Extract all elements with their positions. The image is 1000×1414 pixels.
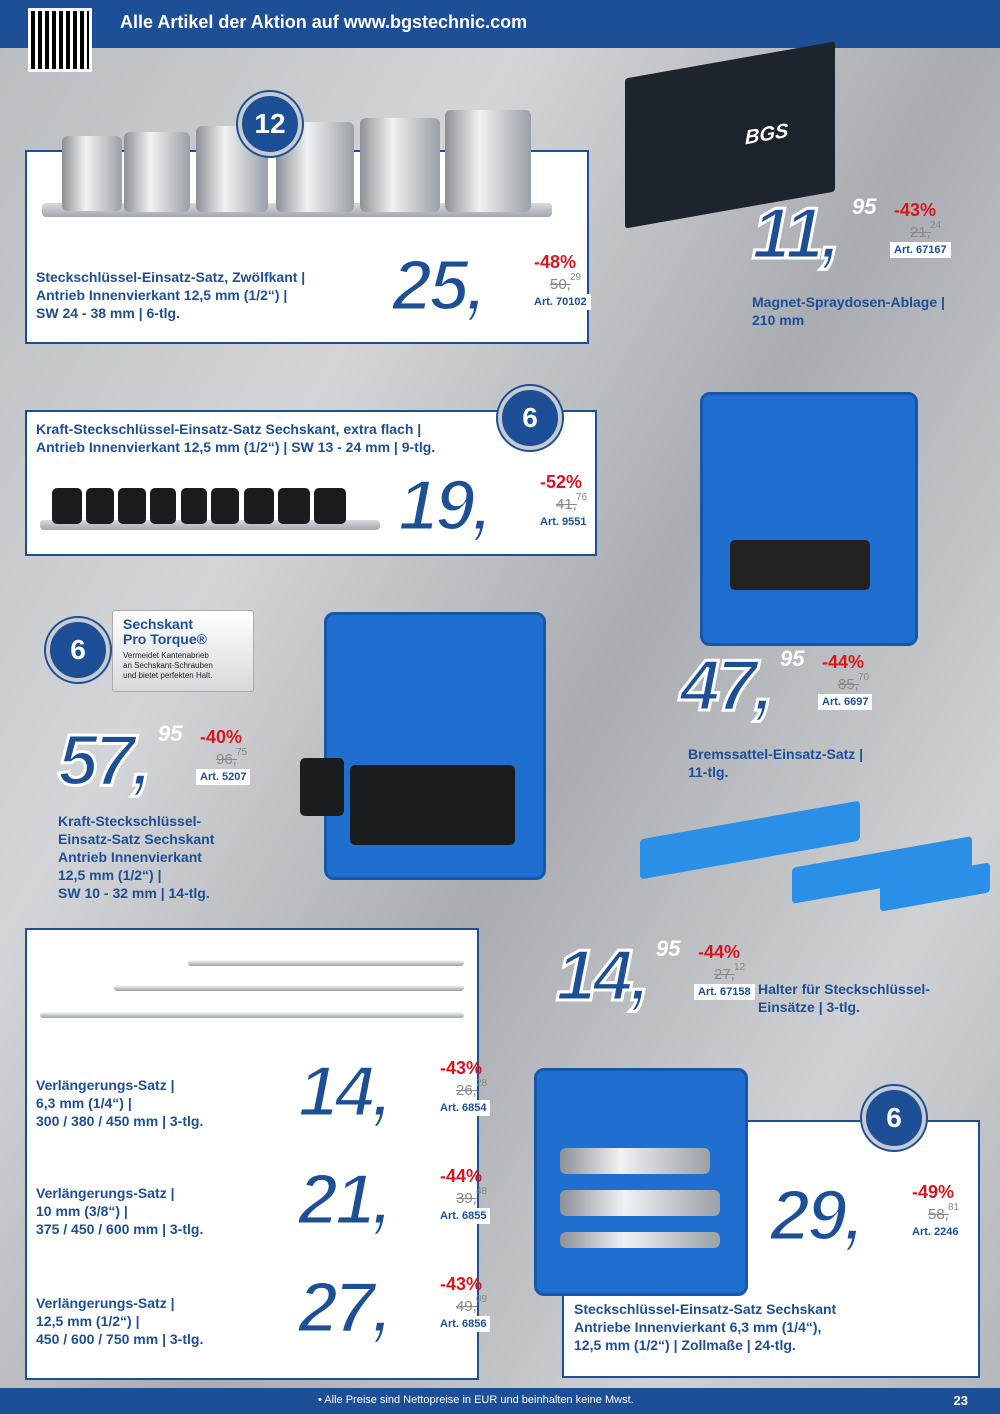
price-cents: 95 [398,1160,423,1185]
article-number: Art. 6697 [818,694,872,710]
socket-image [244,488,274,524]
product-description: Verlängerungs-Satz | 10 mm (3/8“) | 375 / 450 / 600 mm | 3-tlg. [36,1185,204,1237]
socket-image [360,118,440,212]
extension-bar-image [114,985,464,991]
socket-image [124,132,190,212]
count-badge: 12 [238,92,302,156]
article-number: Art. 6855 [436,1208,490,1224]
article-number: Art. 70102 [530,294,591,310]
qr-code [28,8,92,72]
old-price-cents: 76 [576,492,588,503]
old-price-cents: 09 [476,1294,488,1305]
price-cents: 95 [780,646,805,671]
footer-bar [0,1388,1000,1414]
price-block [556,936,756,1030]
price-euro: 25, [392,246,484,326]
article-number: Art. 2246 [908,1224,962,1240]
price-block [398,466,598,560]
socket-image [211,488,239,524]
price-cents: 95 [852,194,877,219]
old-price-cents: 81 [948,1202,960,1213]
discount-label: -48% [534,252,577,272]
price-block [298,1268,498,1362]
header-bar [0,0,1000,48]
price-cents: 95 [158,721,183,746]
price-euro: 14, [556,936,648,1016]
price-euro: 11, [752,194,838,274]
price-block [298,1160,498,1254]
article-number: Art. 9551 [536,514,590,530]
old-price-cents: 29 [570,272,582,283]
price-cents: 95 [398,1268,423,1293]
socket-image [445,110,531,212]
discount-label: -52% [540,472,583,492]
socket-image [278,488,310,524]
price-cents: 95 [492,246,517,271]
discount-label: -44% [822,652,865,672]
article-number: Art. 6856 [436,1316,490,1332]
price-euro: 57, [58,721,150,801]
socket-image [730,540,870,590]
product-description: Steckschlüssel-Einsatz-Satz Sechskant Antriebe Innenvierkant 6,3 mm (1/4“), 12,5 mm (1/2“) | Zollmaße | 24-tlg. [574,1301,837,1353]
case-image [700,392,918,646]
price-cents: 95 [870,1176,895,1201]
price-cents: 95 [498,466,523,491]
product-description: Magnet-Spraydosen-Ablage | 210 mm [752,294,945,328]
price-euro: 14, [298,1052,390,1132]
product-description: Verlängerungs-Satz | 12,5 mm (1/2“) | 450 / 600 / 750 mm | 3-tlg. [36,1295,204,1347]
article-number: Art. 5207 [196,769,250,785]
price-block [680,646,880,740]
page-number: 23 [953,1393,968,1408]
price-euro: 47, [680,646,772,726]
price-euro: 19, [398,466,490,546]
old-price-cents: 75 [236,747,248,758]
socket-image [181,488,207,524]
article-number: Art. 67167 [890,242,951,258]
price-cents: 95 [656,936,681,961]
socket-image [560,1190,720,1216]
discount-label: -44% [440,1166,483,1186]
price-cents: 95 [398,1052,423,1077]
socket-image [86,488,114,524]
old-price-cents: 70 [858,672,870,683]
pro-torque-title: Sechskant Pro Torque® [123,616,207,647]
loose-socket-image [300,758,344,816]
price-euro: 21, [298,1160,390,1240]
footer-note: • Alle Preise sind Nettopreise in EUR und beinhalten keine Mwst. [318,1394,634,1406]
extension-bar-image [188,960,464,966]
old-price-cents: 28 [476,1078,488,1089]
price-block [392,246,592,340]
product-description: Halter für Steckschlüssel- Einsätze | 3-tlg. [758,981,930,1015]
old-price: 41, [556,496,577,513]
article-number: Art. 6854 [436,1100,490,1116]
socket-image [62,136,122,211]
old-price: 96, [216,751,237,768]
extension-bar-image [40,1012,464,1018]
price-euro: 27, [298,1268,390,1348]
case-image [534,1068,748,1296]
count-badge: 6 [498,386,562,450]
old-price: 21, [910,224,931,241]
socket-image [150,488,176,524]
old-price: 50, [550,276,571,293]
old-price: 39, [456,1190,477,1207]
product-description: Verlängerungs-Satz | 6,3 mm (1/4“) | 300 / 380 / 450 mm | 3-tlg. [36,1077,204,1129]
old-price: 85, [838,676,859,693]
count-badge: 6 [862,1086,926,1150]
old-price: 49, [456,1298,477,1315]
pro-torque-badge: 6 [46,618,110,682]
socket-image [314,488,346,524]
price-euro: 29, [770,1176,862,1256]
discount-label: -43% [440,1058,483,1078]
socket-image [560,1148,710,1174]
price-block [752,194,952,288]
pro-torque-info [112,610,254,692]
product-description: Kraft-Steckschlüssel-Einsatz-Satz Sechskant, extra flach | Antrieb Innenvierkant 12,5 mm (1/2“) | SW 13 - 24 mm | 9-tlg. [36,421,436,455]
discount-label: -43% [894,200,937,220]
product-description: Bremssattel-Einsatz-Satz | 11-tlg. [688,746,864,780]
socket-image [350,765,515,845]
old-price: 27, [714,966,735,983]
product-description: Kraft-Steckschlüssel- Einsatz-Satz Sechskant Antrieb Innenvierkant 12,5 mm (1/2“) | SW 10 - 32 mm | 14-tlg. [58,813,215,901]
old-price-cents: 12 [734,962,746,973]
pro-torque-text: Vermeidet Kantenabrieb an Sechskant-Schrauben und bietet perfekten Halt. [123,651,213,680]
discount-label: -43% [440,1274,483,1294]
old-price-cents: 24 [930,220,942,231]
price-block [298,1052,498,1146]
socket-image [118,488,146,524]
old-price-cents: 48 [476,1186,488,1197]
article-number: Art. 67158 [694,984,755,1000]
price-block [770,1176,970,1270]
bgs-logo: BGS [745,119,789,150]
old-price: 26, [456,1082,477,1099]
socket-image [52,488,82,524]
price-block [58,721,258,815]
header-title: Alle Artikel der Aktion auf www.bgstechnic.com [120,12,528,32]
old-price: 58, [928,1206,949,1223]
product-description: Steckschlüssel-Einsatz-Satz, Zwölfkant | Antrieb Innenvierkant 12,5 mm (1/2“) | SW 24 - 38 mm | 6-tlg. [36,269,306,321]
discount-label: -49% [912,1182,955,1202]
discount-label: -44% [698,942,741,962]
discount-label: -40% [200,727,243,747]
socket-image [560,1232,720,1248]
